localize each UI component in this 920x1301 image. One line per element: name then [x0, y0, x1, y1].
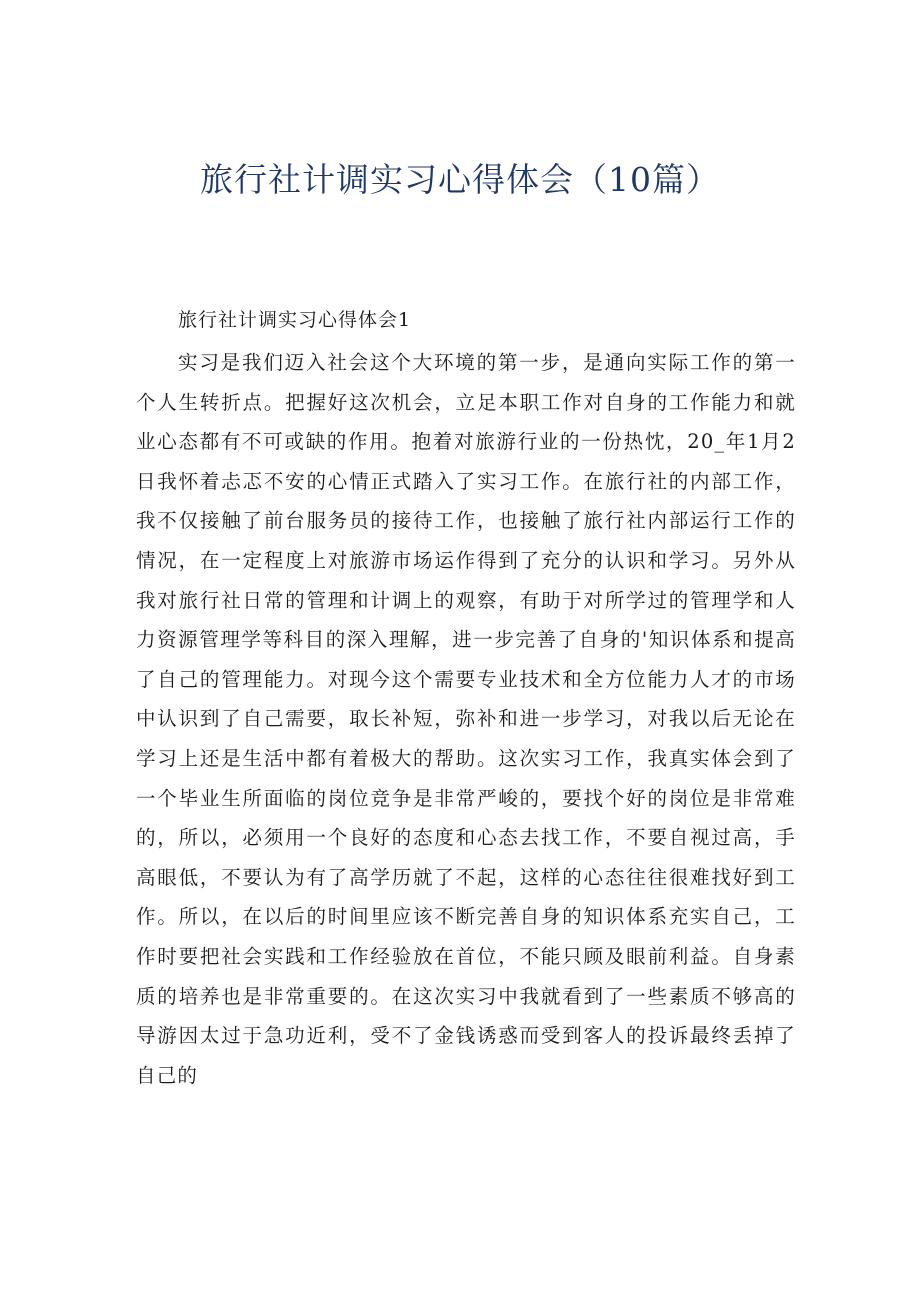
- body-paragraph: 实习是我们迈入社会这个大环境的第一步，是通向实际工作的第一个人生转折点。把握好这次机会，立足本职工作对自身的工作能力和就业心态都有不可或缺的作用。抱着对旅游行业的一份热忱，20_年1月2日我怀着忐忑不安的心情正式踏入了实习工作。在旅行社的内部工作，我不仅接触了前台服务员的接待工作，也接触了旅行社内部运行工作的情况，在一定程度上对旅游市场运作得到了充分的认识和学习。另外从我对旅行社日常的管理和计调上的观察，有助于对所学过的管理学和人力资源管理学等科目的深入理解，进一步完善了自身的'知识体系和提高了自己的管理能力。对现今这个需要专业技术和全方位能力人才的市场中认识到了自己需要，取长补短，弥补和进一步学习，对我以后无论在学习上还是生活中都有着极大的帮助。这次实习工作，我真实体会到了一个毕业生所面临的岗位竞争是非常严峻的，要找个好的岗位是非常难的，所以，必须用一个良好的态度和心态去找工作，不要自视过高，手高眼低，不要认为有了高学历就了不起，这样的心态往往很难找好到工作。所以，在以后的时间里应该不断完善自身的知识体系充实自己，工作时要把社会实践和工作经验放在首位，不能只顾及眼前利益。自身素质的培养也是非常重要的。在这次实习中我就看到了一些素质不够高的导游因太过于急功近利，受不了金钱诱惑而受到客人的投诉最终丢掉了自己的: [136, 351, 796, 1087]
- section-heading: 旅行社计调实习心得体会1: [178, 309, 412, 331]
- document-title: 旅行社计调实习心得体会（10篇）: [200, 160, 720, 199]
